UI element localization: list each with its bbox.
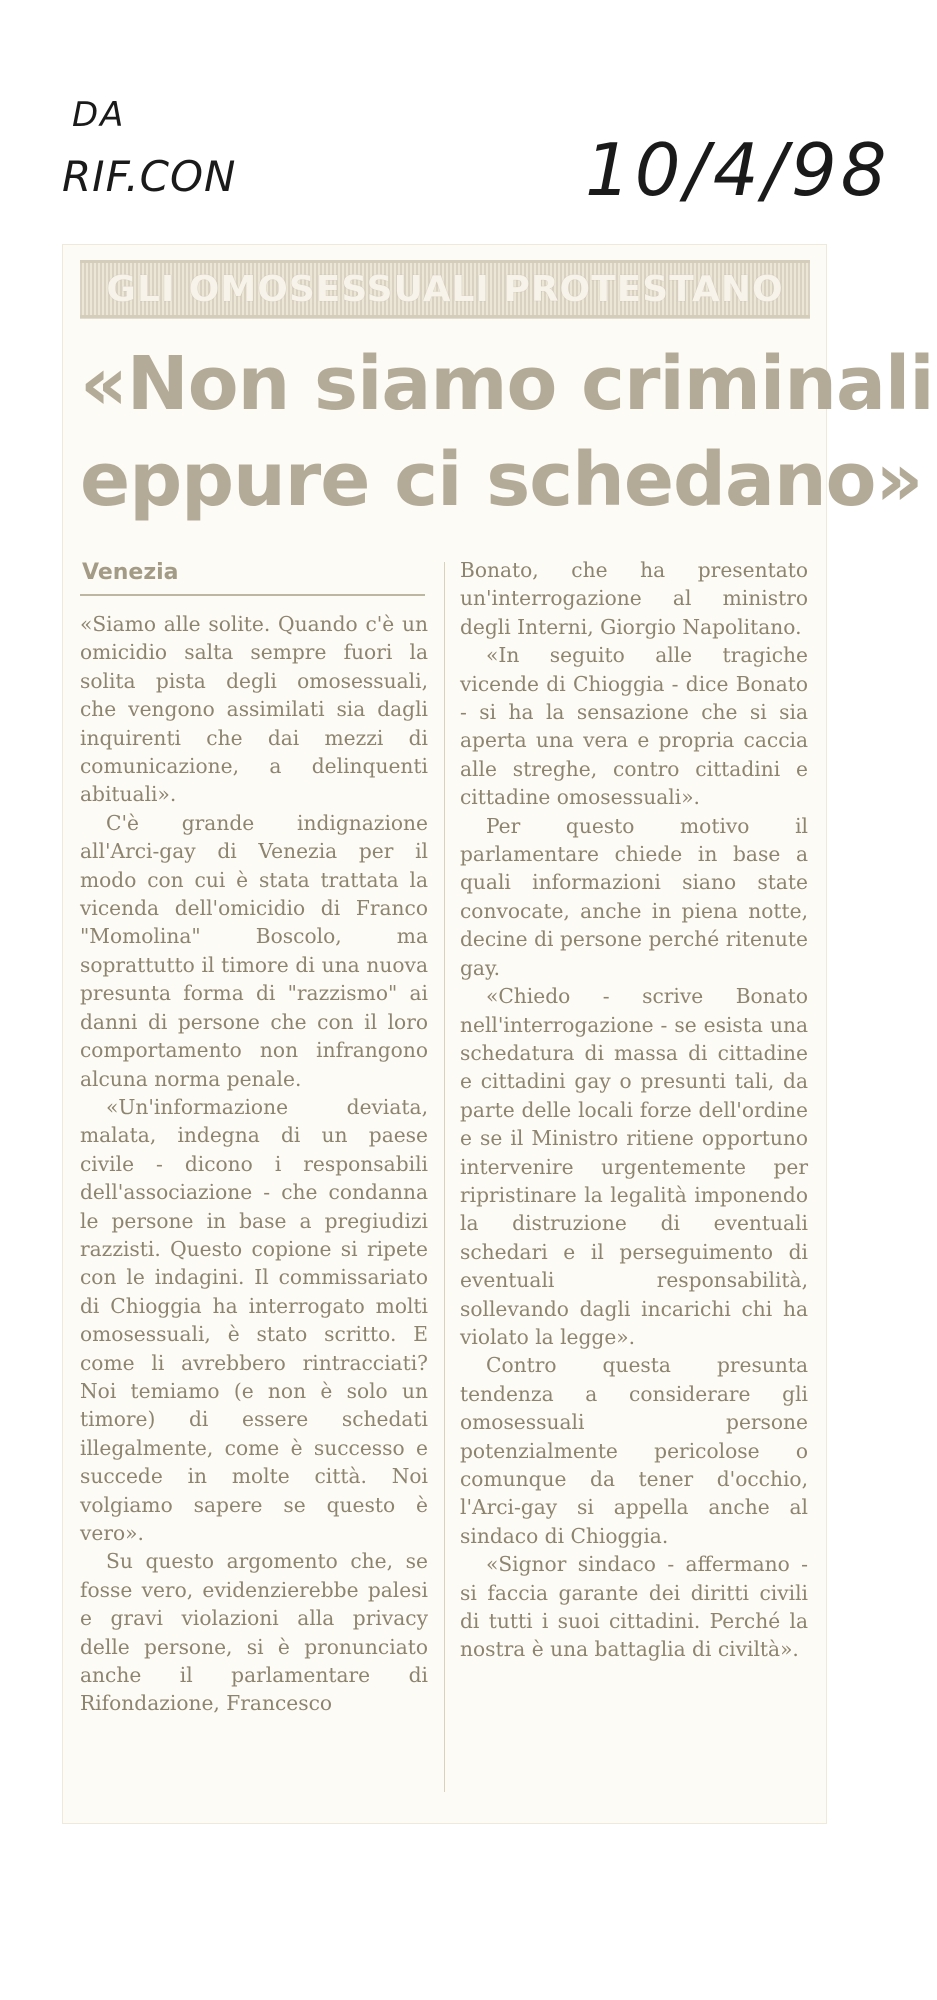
paragraph: Per questo motivo il parlamentare chiede in base a quali informazioni siano state convocate, anche in piena notte, decine di persone perché ritenute gay. <box>460 813 808 980</box>
dateline: Venezia <box>82 560 179 585</box>
paragraph: «In seguito alle tragiche vicende di Chioggia - dice Bonato - si ha la sensazione che si sia aperta una vera e propria caccia alle streghe, contro cittadini e cittadine omosessuali». <box>460 643 808 810</box>
kicker-bar <box>80 260 810 318</box>
paragraph: Bonato, che ha presentato un'interrogazione al ministro degli Interni, Giorgio Napolitano. <box>460 558 808 639</box>
headline-line-1: «Non siamo criminali <box>80 341 934 427</box>
headline <box>80 336 934 528</box>
divider <box>80 594 425 596</box>
column-divider <box>444 562 445 1792</box>
paragraph: C'è grande indignazione all'Arci-gay di Venezia per il modo con cui è stata trattata la vicenda dell'omicidio di Franco "Momolina" Boscolo, ma soprattutto il timore di una nuova presunta forma di "razzismo" ai danni di persone che con il loro comportamento non infrangono alcuna norma penale. <box>80 810 428 1091</box>
paragraph: Contro questa presunta tendenza a considerare gli omosessuali persone potenzialmente pericolose o comunque da tener d'occhio, l'Arci-gay si appella anche al sindaco di Chioggia. <box>460 1353 808 1548</box>
article-column-1 <box>80 610 428 1718</box>
paragraph: Su questo argomento che, se fosse vero, evidenzierebbe palesi e gravi violazioni alla privacy delle persone, si è pronunciato anche il parlamentare di Rifondazione, Francesco <box>80 1549 428 1716</box>
handwritten-source-prefix: DA <box>72 95 126 135</box>
newspaper-clipping <box>62 244 934 1824</box>
paragraph: «Chiedo - scrive Bonato nell'interrogazione - se esista una schedatura di massa di cittadine e cittadini gay o presunti tali, da parte delle locali forze dell'ordine e se il Ministro ritiene opportuno intervenire urgentemente per ripristinare la legalità imponendo la distruzione di eventuali schedari e il perseguimento di eventuali responsabilità, sollevando dagli incarichi chi ha violato la legge». <box>460 984 808 1349</box>
divider <box>80 318 810 319</box>
paragraph: «Signor sindaco - affermano - si faccia garante dei diritti civili di tutti i suoi cittadini. Perché la nostra è una battaglia di civiltà». <box>460 1552 808 1662</box>
handwritten-date: 10/4/98 <box>585 128 891 212</box>
handwritten-source: RIF.CON <box>62 152 237 201</box>
article-column-2 <box>460 556 808 1664</box>
paragraph: «Siamo alle solite. Quando c'è un omicidio salta sempre fuori la solita pista degli omosessuali, che vengono assimilati sia dagli inquirenti che dai mezzi di comunicazione, a delinquenti abituali». <box>80 612 428 807</box>
headline-line-2: eppure ci schedano» <box>80 437 923 523</box>
paragraph: «Un'informazione deviata, malata, indegna di un paese civile - dicono i responsabili dell'associazione - che condanna le persone in base a pregiudizi razzisti. Questo copione si ripete con le indagini. Il commissariato di Chioggia ha interrogato molti omosessuali, è stato scritto. E come li avrebbero rintracciati? Noi temiamo (e non è solo un timore) di essere schedati illegalmente, come è successo e succede in molte città. Noi volgiamo sapere se questo è vero». <box>80 1094 428 1545</box>
kicker: GLI OMOSESSUALI PROTESTANO <box>106 268 784 310</box>
